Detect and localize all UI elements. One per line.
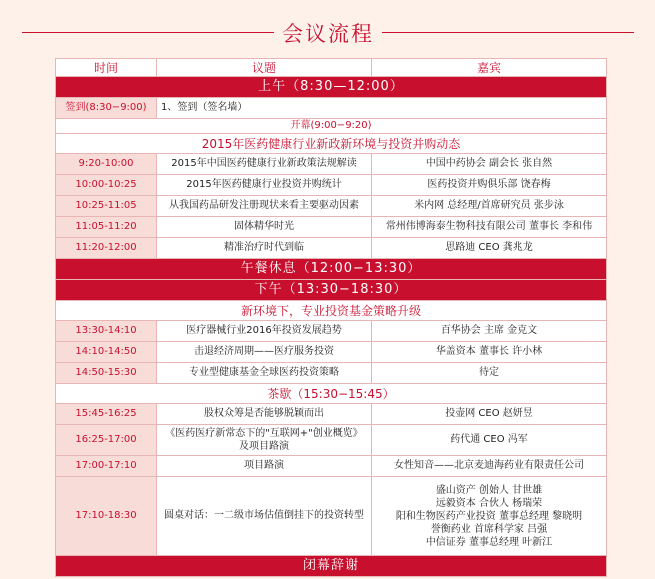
row-guest: 常州伟博海泰生物科技有限公司 董事长 李和伟 — [372, 217, 607, 238]
row-guest: 思路迪 CEO 龚兆龙 — [372, 238, 607, 259]
session-opening: 开幕(9:00−9:20) — [56, 119, 607, 134]
row-guest: 女性知音——北京麦迪海药业有限责任公司 — [372, 456, 607, 477]
agenda-table — [55, 58, 607, 577]
row-guest: 中国中药协会 副会长 张自然 — [372, 154, 607, 175]
guest-line: 中信证券 董事总经理 叶新江 — [425, 536, 553, 548]
table-row — [56, 404, 607, 425]
row-topic: 2015年医药健康行业投资并购统计 — [157, 175, 372, 196]
row-time: 签到(8:30−9:00) — [56, 98, 157, 119]
title-rule-right — [382, 32, 634, 33]
row-topic: 股权众筹是否能够脱颖而出 — [157, 404, 372, 425]
row-guest: 投壶网 CEO 赵妍昱 — [372, 404, 607, 425]
row-time: 11:20-12:00 — [56, 238, 157, 259]
table-row — [56, 238, 607, 259]
row-topic: 圆桌对话：一二级市场估值倒挂下的投资转型 — [157, 477, 372, 556]
row-guest: 百华协会 主席 金克文 — [372, 321, 607, 342]
row-time: 11:05-11:20 — [56, 217, 157, 238]
table-row — [56, 342, 607, 363]
table-row — [56, 321, 607, 342]
session-closing: 闭幕辞谢 — [56, 556, 607, 577]
row-time: 10:00-10:25 — [56, 175, 157, 196]
title-area — [0, 0, 655, 58]
title-rule-left — [22, 32, 274, 33]
session-lunch: 午餐休息（12:00−13:30） — [56, 259, 607, 280]
session-tea-break: 茶歇（15:30−15:45） — [56, 384, 607, 404]
table-row — [56, 456, 607, 477]
header-time: 时间 — [56, 59, 157, 77]
table-row — [56, 477, 607, 556]
header-topic: 议题 — [157, 59, 372, 77]
table-row — [56, 425, 607, 456]
session-morning: 上午（8:30—12:00） — [56, 77, 607, 98]
row-time: 9:20-10:00 — [56, 154, 157, 175]
page-title: 会议流程 — [282, 22, 374, 46]
row-topic: 固体精华时光 — [157, 217, 372, 238]
row-guest: 米内网 总经理/首席研究员 张步泳 — [372, 196, 607, 217]
row-guest: 华盖资本 董事长 许小林 — [372, 342, 607, 363]
row-topic: 2015年中国医药健康行业新政策法规解读 — [157, 154, 372, 175]
row-time: 10:25-11:05 — [56, 196, 157, 217]
row-time: 14:10-14:50 — [56, 342, 157, 363]
session-theme2: 新环境下，专业投资基金策略升级 — [56, 301, 607, 321]
guest-line: 誉衡药业 首席科学家 吕强 — [430, 523, 548, 535]
row-topic-line: 及项目路演 — [239, 441, 289, 452]
row-topic: 专业型健康基金全球医药投资策略 — [157, 363, 372, 384]
row-time: 15:45-16:25 — [56, 404, 157, 425]
row-topic-line: 《医药医疗新常态下的"互联网+"创业概览》 — [165, 428, 363, 439]
session-afternoon: 下午（13:30−18:30） — [56, 280, 607, 301]
row-time: 16:25-17:00 — [56, 425, 157, 456]
row-topic: 精准治疗时代到临 — [157, 238, 372, 259]
guest-line: 远毅资本 合伙人 杨瑞荣 — [435, 497, 543, 509]
guest-line: 阳和生物医药产业投资 董事总经理 黎晓明 — [395, 510, 583, 522]
table-row — [56, 196, 607, 217]
row-time: 17:10-18:30 — [56, 477, 157, 556]
row-time: 13:30-14:10 — [56, 321, 157, 342]
row-guest: 医药投资并购俱乐部 饶春梅 — [372, 175, 607, 196]
row-topic: 从我国药品研发注册现状来看主要驱动因素 — [157, 196, 372, 217]
row-guest-list — [372, 477, 607, 556]
row-time: 14:50-15:30 — [56, 363, 157, 384]
table-row — [56, 217, 607, 238]
table-row — [56, 154, 607, 175]
row-time: 17:00-17:10 — [56, 456, 157, 477]
session-theme1: 2015年医药健康行业新政新环境与投资并购动态 — [56, 134, 607, 154]
guest-line: 盛山资产 创始人 甘世雄 — [435, 484, 543, 496]
row-guest: 药代通 CEO 冯军 — [372, 425, 607, 456]
row-topic: 项目路演 — [157, 456, 372, 477]
table-row — [56, 363, 607, 384]
header-guest: 嘉宾 — [372, 59, 607, 77]
table-header — [56, 59, 607, 77]
table-row — [56, 98, 607, 119]
row-topic: 1、签到（签名墙） — [157, 98, 607, 119]
row-guest: 待定 — [372, 363, 607, 384]
row-topic: 医疗器械行业2016年投资发展趋势 — [157, 321, 372, 342]
table-row — [56, 175, 607, 196]
row-topic — [157, 425, 372, 456]
row-topic: 击退经济周期——医疗服务投资 — [157, 342, 372, 363]
